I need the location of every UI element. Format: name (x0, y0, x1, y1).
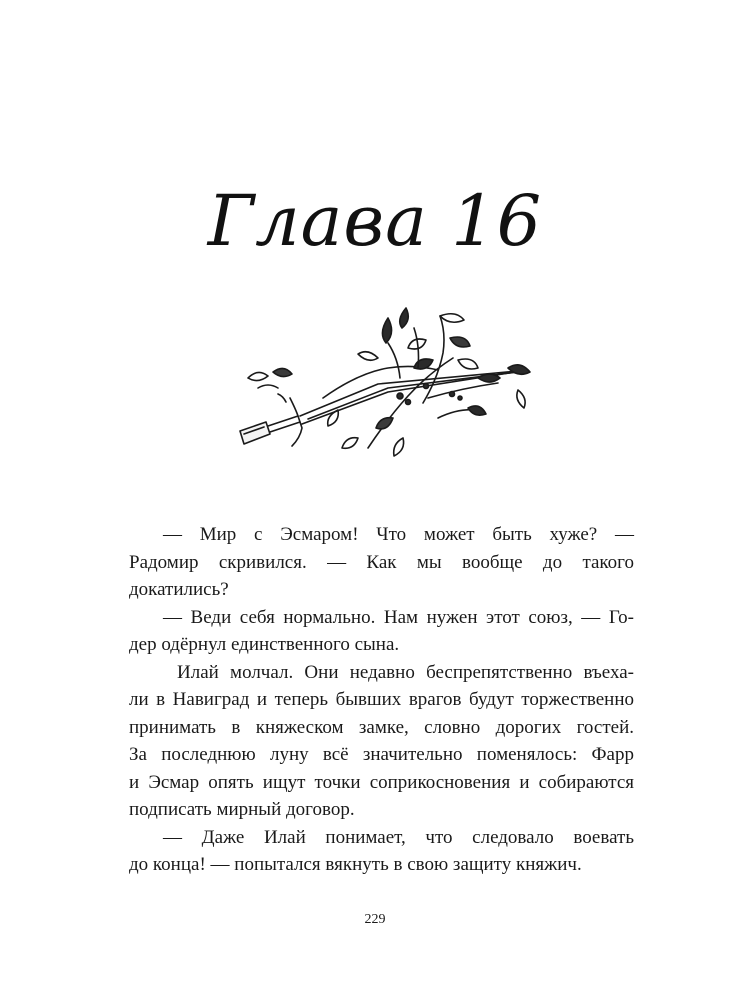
text-line: ли в Навиград и теперь бывших врагов будут торжественно (129, 689, 634, 710)
text-line: Радомир скривился. — Как мы вообще до такого (129, 551, 634, 573)
text-line: докатились? (129, 579, 229, 600)
text-line: принимать в княжеском замке, словно дорогих гостей. (129, 716, 634, 738)
text-line: дер одёрнул единственного сына. (129, 634, 400, 655)
text-line: — Веди себя нормально. Нам нужен этот союз, — Го- (163, 606, 634, 628)
text-line: подписать мирный договор. (129, 799, 355, 820)
text-line: Илай молчал. Они недавно беспрепятственно въеха- (177, 661, 634, 683)
text-line: — Мир с Эсмаром! Что может быть хуже? — (163, 524, 634, 545)
page-number: 229 (364, 912, 386, 927)
chapter-body (129, 521, 634, 879)
text-line: За последнюю луну всё значительно поменялось: Фарр (129, 744, 634, 765)
chapter-title: Глава 16 (207, 180, 543, 262)
text-line: и Эсмар опять ищут точки соприкосновения и собираются (129, 771, 634, 793)
text-line: до конца! — попытался вякнуть в свою защиту княжич. (129, 854, 582, 875)
sword-with-branches-icon (228, 298, 538, 468)
text-line: — Даже Илай понимает, что следовало воевать (163, 826, 634, 848)
